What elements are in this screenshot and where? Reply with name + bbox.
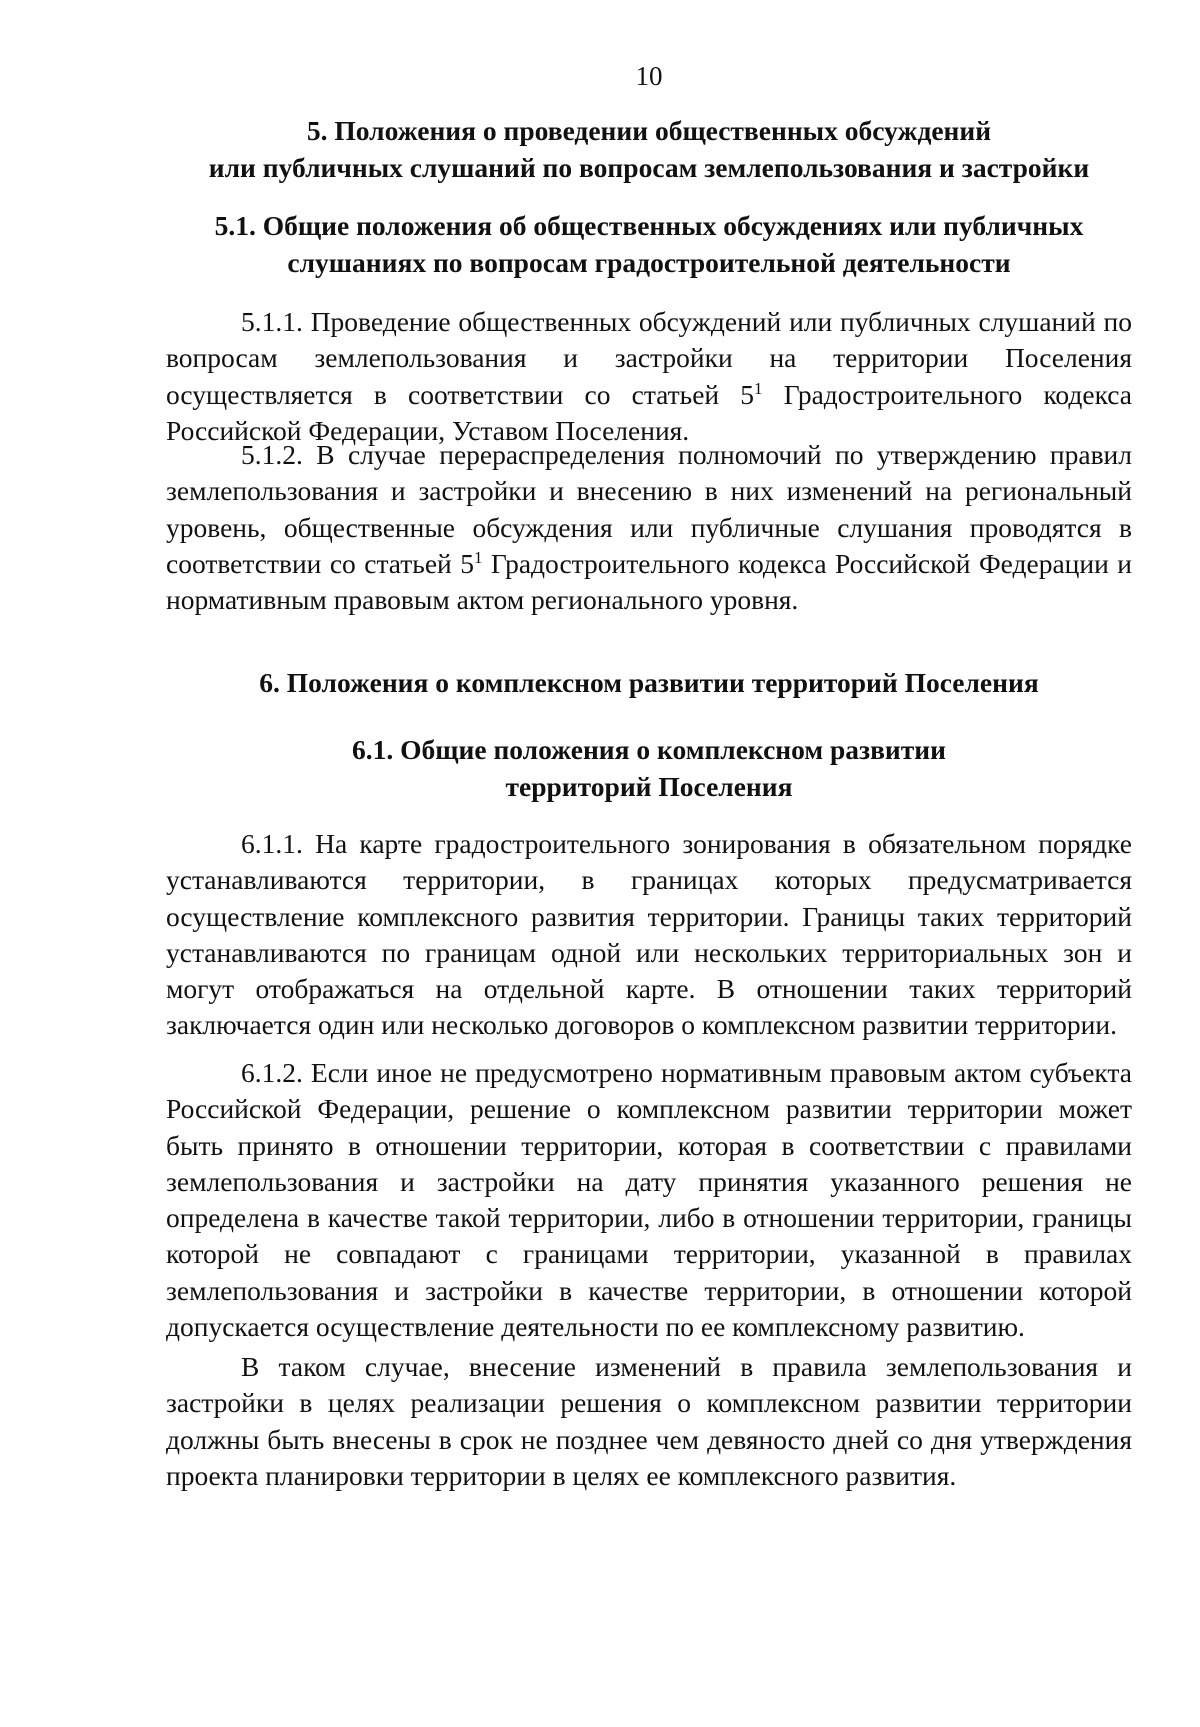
paragraph-5-1-1 <box>166 304 1132 449</box>
section-5-1-heading-line-1: 5.1. Общие положения об общественных обсуждениях или публичных <box>214 210 1084 241</box>
section-5-heading-line-1: 5. Положения о проведении общественных обсуждений <box>306 115 992 146</box>
section-6-1-heading-line-1: 6.1. Общие положения о комплексном развитии <box>352 734 946 765</box>
superscript-1: 1 <box>754 378 763 398</box>
section-5-heading-line-2: или публичных слушаний по вопросам землепользования и застройки <box>208 152 1090 183</box>
section-6-1-heading-line-2: территорий Поселения <box>505 771 793 802</box>
section-5-1-heading <box>166 207 1132 281</box>
superscript-1: 1 <box>473 547 483 567</box>
paragraph-6-1-2-continuation: В таком случае, внесение изменений в правила землепользования и застройки в целях реализации решения о комплексном развитии территории должны быть внесены в срок не позднее чем девяносто дней со дня утверждения проекта планировки территории в целях ее комплексного развития. <box>166 1351 1132 1491</box>
paragraph-5-1-2 <box>166 437 1132 618</box>
section-6-1-heading <box>166 731 1132 805</box>
section-5-heading <box>166 112 1132 186</box>
paragraph-6-1-1: 6.1.1. На карте градостроительного зонирования в обязательном порядке устанавливаются территории, в границах которых предусматривается осуществление комплексного развития территории. Границы таких территорий устанавливаются по границам одной или нескольких территориальных зон и могут отображаться на отдельной карте. В отношении таких территорий заключается один или несколько договоров о комплексном развитии территории. <box>166 828 1132 1041</box>
section-5-1-heading-line-2: слушаниях по вопросам градостроительной деятельности <box>287 247 1011 278</box>
paragraph-5-1-2-text-end: Градостроительного кодекса Российской Федерации и нормативным правовым актом регионального уровня. <box>166 547 1132 616</box>
section-6-heading: 6. Положения о комплексном развитии территорий Поселения <box>259 667 1039 698</box>
paragraph-6-1-2: 6.1.2. Если иное не предусмотрено нормативным правовым актом субъекта Российской Федерации, решение о комплексном развитии территории может быть принято в отношении территории, которая в соответствии с правилами землепользования и застройки на дату принятия указанного решения не определена в качестве такой территории, либо в отношении территории, границы которой не совпадают с границами территории, указанной в правилах землепользования и застройки в качестве территории, в отношении которой допускается осуществление деятельности по ее комплексному развитию. <box>166 1057 1132 1343</box>
paragraph-5-1-1-text-end: Градостроительного кодекса Российской Федерации, Уставом Поселения. <box>166 378 1132 446</box>
paragraph-5-1-2-text: 5.1.2. В случае перераспределения полномочий по утверждению правил землепользования и застройки и внесению в них изменений на региональный уровень, общественные обсуждения или публичные слушания проводятся в соответствии со статьей 5 <box>166 439 1132 579</box>
page-number: 10 <box>635 61 663 91</box>
paragraph-5-1-1-text: 5.1.1. Проведение общественных обсуждений или публичных слушаний по вопросам землепользования и застройки на территории Поселения осуществляется в соответствии со статьей 5 <box>166 306 1132 410</box>
